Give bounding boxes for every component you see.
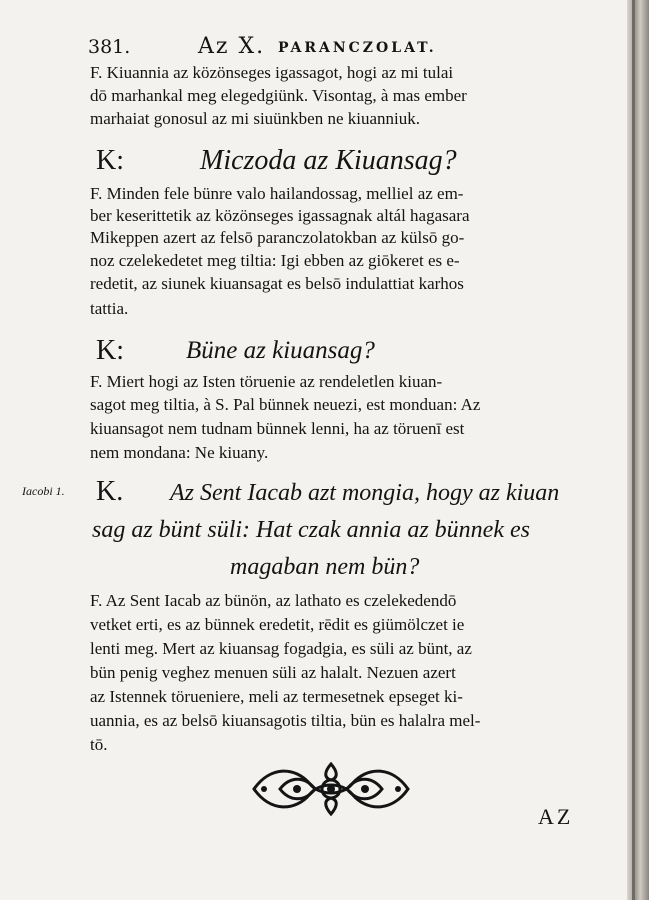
answer-line: lenti meg. Mert az kiuansag fogadgia, es süli az bünt, az [90, 639, 472, 658]
fleuron-ornament-icon [250, 758, 412, 820]
answer-line: noz czelekedetet meg tiltia: Igi ebben az giōkeret es e- [90, 251, 460, 270]
answer-line: dō marhankal meg elegedgiünk. Visontag, à mas ember [90, 86, 467, 105]
answer-line: vetket erti, es az bünnek eredetit, rēdit es giümölczet ie [90, 615, 465, 634]
margin-note: Iacobi 1. [22, 484, 65, 498]
question-marker: K: [96, 335, 124, 366]
running-title: Az X. [198, 34, 266, 59]
answer-line: sagot meg tiltia, à S. Pal bünnek neuezi, est monduan: Az [90, 395, 481, 414]
answer-line: bün penig veghez menuen süli az halalt. Nezuen azert [90, 663, 456, 682]
running-head [88, 34, 508, 60]
answer-line: ber keserittetik az közönseges igassagnak altál hagasara [90, 206, 470, 225]
answer-line: F. Miert hogi az Isten töruenie az rendeletlen kiuan- [90, 372, 443, 391]
answer-line: Mikeppen azert az felsō paranczolatokban az külsō go- [90, 228, 465, 247]
answer-line: tattia. [90, 299, 129, 318]
page-edge-shadow [632, 0, 635, 900]
answer-line: tō. [90, 735, 108, 754]
answer-line: az Istennek törueniere, meli az termesetnek epseget ki- [90, 687, 463, 706]
answer-line: F. Kiuannia az közönseges igassagot, hogi az mi tulai [90, 63, 454, 82]
catchword: AZ [538, 804, 574, 829]
question-marker: K. [96, 476, 124, 507]
answer-line: nem mondana: Ne kiuany. [90, 443, 269, 462]
answer-line: redetit, az siunek kiuansagat es belsō indulattiat karhos [90, 274, 464, 293]
question-heading: Miczoda az Kiuansag? [200, 145, 457, 176]
question-marker: K: [96, 145, 124, 176]
page-number: 381. [88, 36, 131, 58]
answer-line: F. Az Sent Iacab az bünön, az lathato es czelekedendō [90, 591, 457, 610]
question-heading: magaban nem bün? [230, 554, 420, 580]
answer-line: F. Minden fele bünre valo hailandossag, melliel az em- [90, 184, 464, 203]
question-heading: Büne az kiuansag? [186, 337, 375, 364]
answer-line: marhaiat gonosul az mi siuünkben ne kiuanniuk. [90, 109, 421, 128]
page-edge [627, 0, 649, 900]
answer-line: uannia, es az belsō kiuansagotis tiltia, bün es halalra mel- [90, 711, 481, 730]
answer-line: kiuansagot nem tudnam bünnek lenni, ha az töruenī est [90, 419, 465, 438]
question-heading: sag az bünt süli: Hat czak annia az bünnek es [92, 517, 530, 543]
question-heading: Az Sent Iacab azt mongia, hogy az kiuan [170, 480, 560, 506]
running-subtitle: PARANCZOLAT. [278, 40, 437, 56]
